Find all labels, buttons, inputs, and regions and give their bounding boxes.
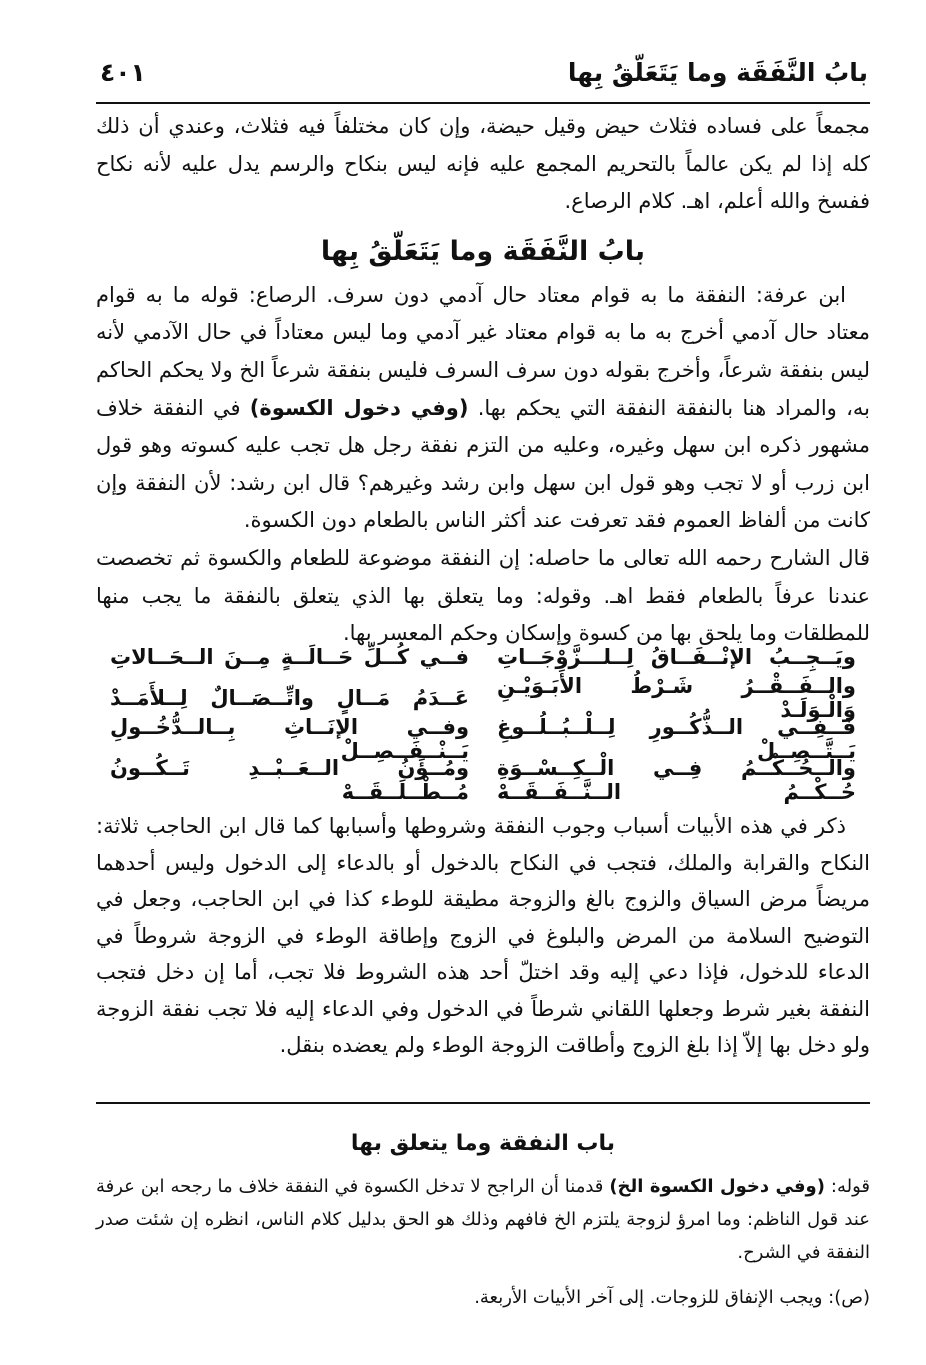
verse-hemistich-right: فَــفِــي الــذُّكُــورِ لِــلْــبُــلُــوغِ يَــتَّــصِــلْ (497, 714, 856, 763)
main-text-continued (96, 808, 870, 1064)
paragraph-commentary: قال الشارح رحمه الله تعالى ما حاصله: إن النفقة موضوعة للطعام والكسوة ثم تخصصت عندنا عرفاً بالطعام فقط اهـ. وقوله: وما يتعلق بها الذي يتعلق بالنفقة ما يجب منها للمطلقات وما يلحق بها من كسوة وإسكان وحكم المعسر بها. (96, 545, 870, 646)
verse-row (96, 636, 870, 677)
page-number: ٤٠١ (100, 58, 146, 87)
opening-paragraph: مجمعاً على فساده فثلاث حيض وقيل حيضة، وإن كان مختلفاً فيه فثلاث، وعندي أن ذلك كله إذا لم يكن عالماً بالتحريم المجمع عليه فإنه ليس بنكاح والرسم يدل عليه لأنه نكاح ففسخ والله أعلم، اهـ. كلام الرصاع. (96, 114, 870, 214)
verse-hemistich-left: وفــي الإنَــاثِ بِــالــدُّخُــولِ يَــنْــفَــصِــلْ (110, 714, 469, 763)
footnote-1-text: قدمنا أن الراجح لا تدخل الكسوة في النفقة خلاف ما رجحه ابن عرفة عند قول الناظم: وما امرؤ لزوجة يلتزم الخ فافهم وذلك هو الحق بدليل كلام الناس، انظره إن شئت صدر النفقة في الشرح. (96, 1176, 870, 1263)
footnote-heading: باب النفقة وما يتعلق بها (350, 1131, 616, 1156)
verse-hemistich-right: ويَــجِــبُ الإنْــفَــاقُ لِــلـــزَّوْجَــاتِ (497, 644, 856, 669)
footnote-divider (96, 1102, 870, 1104)
verse-hemistich-left: فــي كُــلِّ حَــالَــةٍ مِــنَ الــحَــالاتِ (110, 644, 469, 669)
poem-verses (96, 636, 870, 806)
verse-row (96, 673, 870, 722)
paragraph-definition (96, 277, 870, 540)
verse-hemistich-left: ومُــؤَنُ الــعَــبْــدِ تَــكُــونُ مُــطْــلَــقَــهْ (110, 755, 469, 804)
verse-hemistich-right: والــفَــقْــرُ شَـرْطُ الأَبَـوَيْـنِ وَالْـوَلَـدْ (497, 673, 856, 722)
verse-row (96, 755, 870, 804)
footnote-1-quote: (وفي دخول الكسوة الخ) (609, 1176, 825, 1197)
main-text (96, 108, 870, 653)
paragraph-definition-quote: (وفي دخول الكسوة) (249, 395, 469, 420)
chapter-title: بابُ النَّفَقَة وما يَتَعَلّقُ بِها (320, 235, 646, 267)
verse-hemistich-left: عَــدَمُ مَــالٍ واتِّــصَــالٌ لِــلأَمَــدْ (110, 685, 469, 710)
paragraph-explanation: ذكر في هذه الأبيات أسباب وجوب النفقة وشروطها وأسبابها كما قال ابن الحاجب ثلاثة: النكاح والقرابة والملك، فتجب في النكاح بالدخول أو بالدعاء إلى الدخول وليس أحدهما مريضاً مرض السياق والزوج بالغ والزوجة مطيقة للوطء كذا في ابن الحاجب، وجعل في التوضيح السلامة من المرض والبلوغ في الزوج وإطاقة الوطء في الزوجة شروطاً في الدعاء للدخول، فإذا دعي إليه وقد اختلّ أحد هذه الشروط فلا تجب، أما إن دخل فتجب النفقة بغير شرط وجعلها اللقاني شرطاً في الدخول وفي الدعاء إليه فلا تجب نفقة الزوجة ولو دخل بها إلاّ إذا بلغ الزوج وأطاقت الزوجة الوطء ولم يعضده بنقل. (96, 814, 870, 1057)
verse-hemistich-right: والــحُــكْــمُ فِــي الْــكِــسْــوَةِ حُــكْــمُ الــنَّــفَــقَــهْ (497, 755, 856, 804)
paragraph-definition-text-b: في النفقة خلاف مشهور ذكره ابن سهل وغيره، وعليه من التزم نفقة رجل هل تجب عليه كسوته وهو قول ابن زرب أو لا تجب وهو قول ابن سهل وابن رشد وغيرهم؟ قال ابن رشد: لأن النفقة وإن كانت من ألفاظ العموم فقد تعرفت عند أكثر الناس بالطعام دون الكسوة. (96, 395, 870, 533)
running-title: بابُ النَّفَقَة وما يَتَعَلّقُ بِها (567, 58, 868, 87)
footnote-spacer (96, 1269, 870, 1281)
footnote-1 (96, 1170, 870, 1269)
footnote-1-prefix: قوله: (830, 1176, 870, 1197)
paragraph-definition-text-a: ابن عرفة: النفقة ما به قوام معتاد حال آدمي دون سرف. الرصاع: قوله ما به قوام معتاد حال آدمي أخرج به ما به قوام معتاد غير آدمي وما ليس معتاداً في حال الآدمي لأنه ليس بنفقة شرعاً، وأخرج بقوله دون سرف السرف فليس بنفقة شرعاً الخ ولا يحكم الحاكم به، والمراد هنا بالنفقة النفقة التي يحكم بها. (96, 282, 870, 420)
page-header (96, 52, 870, 104)
footnote-2: (ص): ويجب الإنفاق للزوجات. إلى آخر الأبيات الأربعة. (474, 1287, 870, 1308)
footnotes (96, 1122, 870, 1314)
verse-row (96, 714, 870, 763)
